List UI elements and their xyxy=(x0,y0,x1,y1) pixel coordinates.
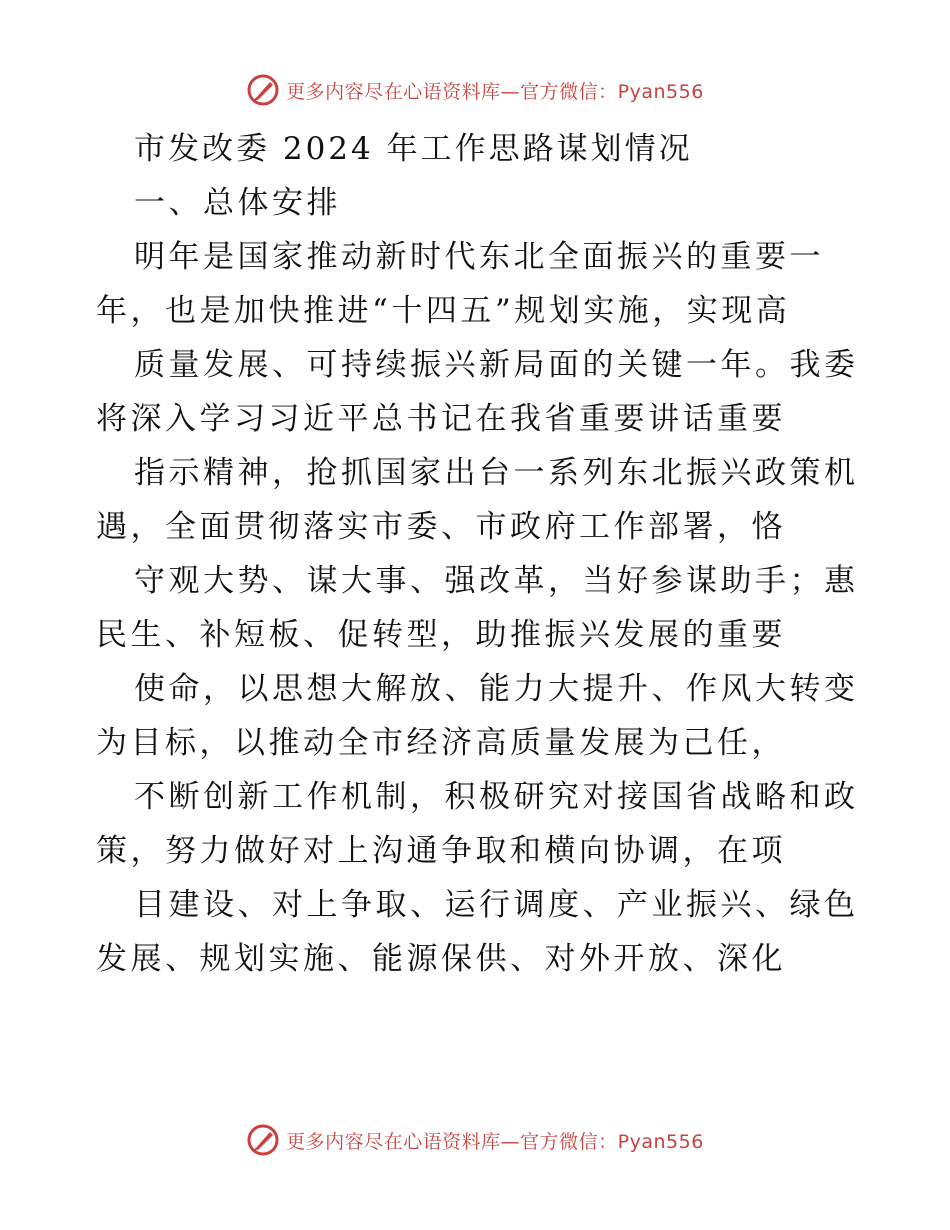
paragraph-line: 质量发展、可持续振兴新局面的关键一年。我委 xyxy=(134,347,859,383)
document-body xyxy=(96,122,859,986)
paragraph-line: 为目标，以推动全市经济高质量发展为己任， xyxy=(96,725,786,761)
paragraph-line: 发展、规划实施、能源保供、对外开放、深化 xyxy=(96,941,786,977)
paragraph-line: 守观大势、谋大事、强改革，当好参谋助手；惠 xyxy=(134,563,859,599)
watermark-footer xyxy=(0,1122,950,1158)
paragraph-line: 不断创新工作机制，积极研究对接国省战略和政 xyxy=(134,779,859,815)
quill-logo-icon xyxy=(246,1123,280,1157)
paragraph-line: 遇，全面贯彻落实市委、市政府工作部署，恪 xyxy=(96,509,786,545)
paragraph-line: 策，努力做好对上沟通争取和横向协调，在项 xyxy=(96,833,786,869)
section-heading: 一、总体安排 xyxy=(134,185,341,221)
watermark-header xyxy=(0,72,950,108)
quill-logo-icon xyxy=(246,73,280,107)
paragraph-line: 目建设、对上争取、运行调度、产业振兴、绿色 xyxy=(134,887,859,923)
watermark-text: 更多内容尽在心语资料库—官方微信：Pyan556 xyxy=(286,1130,704,1153)
paragraph-line: 使命，以思想大解放、能力大提升、作风大转变 xyxy=(134,671,859,707)
paragraph-line: 民生、补短板、促转型，助推振兴发展的重要 xyxy=(96,617,786,653)
paragraph-line: 将深入学习习近平总书记在我省重要讲话重要 xyxy=(96,401,786,437)
paragraph-line: 指示精神，抢抓国家出台一系列东北振兴政策机 xyxy=(134,455,859,491)
paragraph-line: 明年是国家推动新时代东北全面振兴的重要一 xyxy=(134,239,824,275)
watermark-text: 更多内容尽在心语资料库—官方微信：Pyan556 xyxy=(286,80,704,103)
document-title: 市发改委 2024 年工作思路谋划情况 xyxy=(134,131,693,167)
paragraph-line: 年，也是加快推进“十四五”规划实施，实现高 xyxy=(96,293,791,329)
